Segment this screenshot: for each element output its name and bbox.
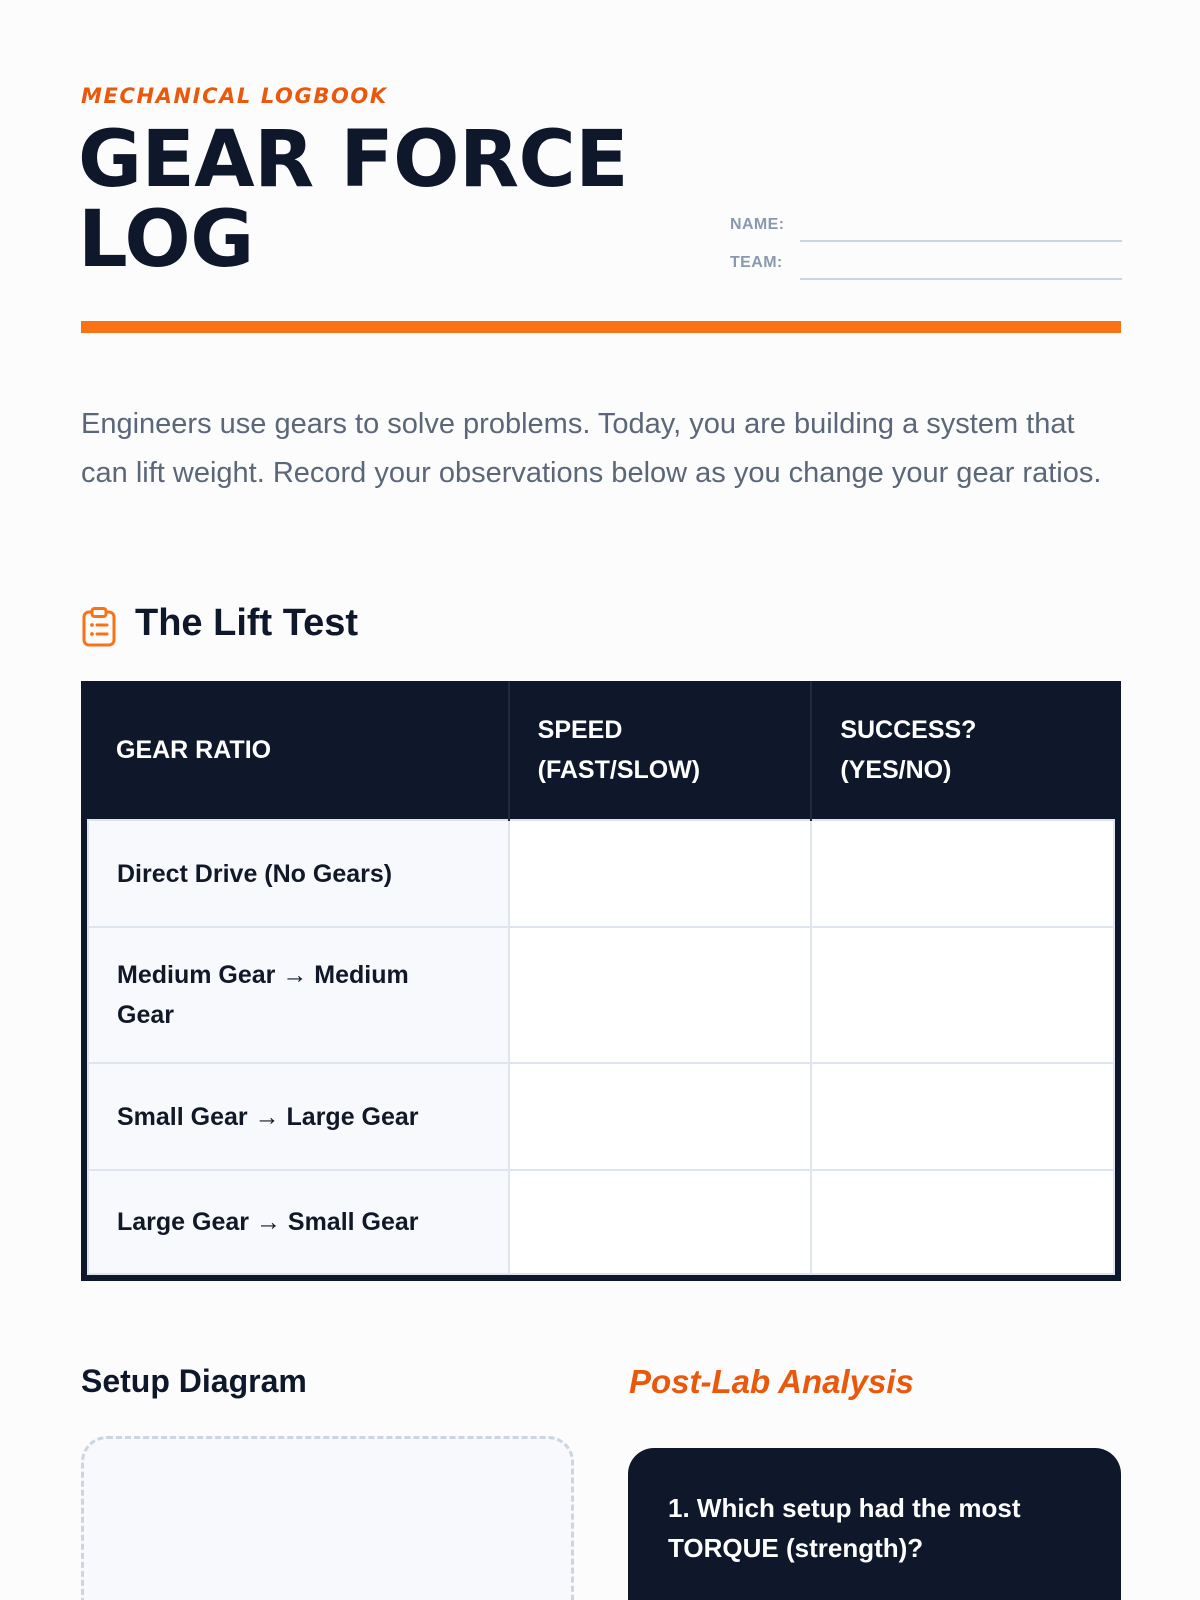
team-label: TEAM: — [730, 254, 783, 271]
eyebrow-label: MECHANICAL LOGBOOK — [81, 84, 388, 108]
table-header-row — [88, 681, 1114, 820]
speed-cell[interactable] — [509, 1170, 812, 1274]
setup-diagram-drawing-area[interactable] — [81, 1436, 574, 1600]
name-label: NAME: — [730, 216, 785, 233]
speed-cell[interactable] — [509, 927, 812, 1063]
intro-paragraph: Engineers use gears to solve problems. Today, you are building a system that can lift weight. Record your observations below as you change your gear ratios. — [81, 408, 1102, 489]
lift-test-table — [81, 681, 1121, 1281]
table-row — [88, 927, 1114, 1063]
header-divider — [81, 321, 1121, 333]
col-header-speed: SPEED (FAST/SLOW) — [509, 681, 812, 820]
success-cell[interactable] — [811, 1170, 1114, 1274]
clipboard-list-icon — [81, 607, 117, 647]
setup-diagram-heading: Setup Diagram — [81, 1363, 307, 1399]
gear-ratio-cell: Medium Gear → Medium Gear — [88, 927, 509, 1063]
post-lab-analysis-heading: Post-Lab Analysis — [629, 1363, 914, 1400]
col-header-gear-ratio: GEAR RATIO — [116, 736, 272, 764]
col-header-success: SUCCESS? (YES/NO) — [811, 681, 1114, 820]
analysis-question-card — [628, 1448, 1121, 1600]
success-cell[interactable] — [811, 1063, 1114, 1170]
gear-ratio-cell: Large Gear → Small Gear — [88, 1170, 509, 1274]
name-input-line[interactable] — [800, 240, 1122, 242]
gear-ratio-cell: Small Gear → Large Gear — [88, 1063, 509, 1170]
table-row — [88, 1170, 1114, 1274]
team-field[interactable] — [730, 250, 1122, 280]
speed-cell[interactable] — [509, 1063, 812, 1170]
speed-cell[interactable] — [509, 820, 812, 927]
table-row — [88, 1063, 1114, 1170]
name-field[interactable] — [730, 212, 1122, 242]
analysis-question: 1. Which setup had the most TORQUE (strength)? — [668, 1493, 1021, 1563]
success-cell[interactable] — [811, 927, 1114, 1063]
gear-ratio-cell: Direct Drive (No Gears) — [88, 820, 509, 927]
table-row — [88, 820, 1114, 927]
lift-test-title: The Lift Test — [135, 602, 359, 644]
page-title: GEAR FORCE LOG — [78, 115, 629, 285]
team-input-line[interactable] — [800, 278, 1122, 280]
success-cell[interactable] — [811, 820, 1114, 927]
